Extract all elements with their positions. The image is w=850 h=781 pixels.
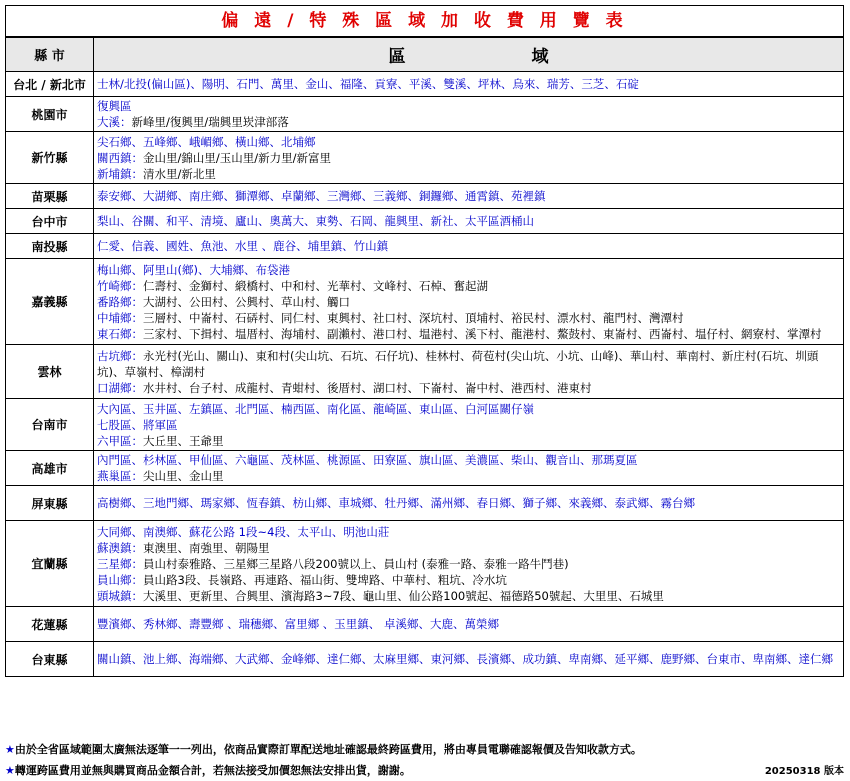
footer-note-text: 轉運跨區費用並無與購買商品金額合計，若無法接受加價恕無法安排出貨，謝謝。	[14, 764, 411, 777]
region-line	[97, 380, 840, 396]
region-label: 中埔鄉：	[97, 310, 143, 325]
region-text: 大湖村、公田村、公興村、草山村、觸口	[143, 294, 350, 309]
row-city: 花蓮縣	[6, 607, 94, 642]
region-line	[97, 524, 840, 540]
region-label: 新埔鎮：	[97, 166, 143, 181]
region-line	[97, 452, 840, 468]
table-row	[6, 642, 844, 677]
table-body	[6, 72, 844, 677]
table-row	[6, 451, 844, 486]
page	[5, 5, 844, 677]
region-text: 關山鎮、池上鄉、海端鄉、大武鄉、金峰鄉、達仁鄉、太麻里鄉、東河鄉、長濱鄉、成功鎮、卑南鄉、延平鄉、鹿野鄉、台東市、卑南鄉、達仁鄉	[97, 652, 833, 666]
region-line	[97, 417, 840, 433]
region-text: 清水里/新北里	[143, 166, 216, 181]
footer-note-text: 由於全省區域範圍太廣無法逐筆一一列出，依商品實際訂單配送地址確認最終跨區費用，將由專員電聯確認報價及告知收款方式。	[14, 743, 642, 756]
region-line	[97, 348, 840, 380]
region-line	[97, 76, 840, 92]
region-text: 尖山里、金山里	[143, 469, 224, 483]
region-label: 古坑鄉：	[97, 348, 143, 363]
header-city: 縣 市	[6, 38, 94, 72]
row-regions	[94, 451, 844, 486]
region-line	[97, 540, 840, 556]
row-city: 台南市	[6, 399, 94, 451]
region-text: 內門區、杉林區、甲仙區、六龜區、茂林區、桃源區、田寮區、旗山區、美濃區、柴山、觀音山、那瑪夏區	[97, 453, 638, 467]
region-text: 金山里/錦山里/玉山里/新力里/新富里	[143, 150, 331, 165]
region-text: 永光村(光山、關山)、東和村(尖山坑、石坑、石仔坑)、桂林村、荷苞村(尖山坑、小坑、山峰)、華山村、華南村、新庄村(石坑、圳頭坑)、草嶺村、樟湖村	[97, 348, 819, 379]
table-row	[6, 97, 844, 132]
surcharge-table	[5, 37, 844, 677]
region-text: 梅山鄉、阿里山(鄉)、大埔鄉、布袋港	[97, 262, 290, 277]
page-title: 偏 遠 / 特 殊 區 域 加 收 費 用 覽 表	[5, 5, 844, 37]
region-text: 泰安鄉、大湖鄉、南庄鄉、獅潭鄉、卓蘭鄉、三灣鄉、三義鄉、銅鑼鄉、通霄鎮、苑裡鎮	[97, 189, 546, 203]
row-city: 雲林	[6, 345, 94, 399]
region-line	[97, 114, 840, 130]
row-city: 台東縣	[6, 642, 94, 677]
row-city: 新竹縣	[6, 132, 94, 184]
region-line	[97, 572, 840, 588]
region-line	[97, 433, 840, 449]
region-line	[97, 294, 840, 310]
region-label: 東石鄉：	[97, 326, 143, 341]
row-city: 桃園市	[6, 97, 94, 132]
table-row	[6, 345, 844, 399]
region-label: 番路鄉：	[97, 294, 143, 309]
region-text: 三家村、下揖村、塭厝村、海埔村、副瀨村、港口村、塭港村、溪下村、龍港村、鰲鼓村、東崙村、西崙村、塭仔村、網寮村、掌潭村	[143, 326, 822, 341]
row-regions	[94, 642, 844, 677]
region-label: 員山鄉：	[97, 572, 143, 587]
header-region: 區 域	[94, 38, 844, 72]
region-label: 大溪：	[97, 115, 132, 129]
row-regions	[94, 132, 844, 184]
region-line	[97, 326, 840, 342]
row-regions	[94, 521, 844, 607]
region-label: 頭城鎮：	[97, 588, 143, 603]
region-line	[97, 278, 840, 294]
row-regions	[94, 209, 844, 234]
row-regions	[94, 345, 844, 399]
region-label: 口湖鄉：	[97, 380, 143, 395]
region-line	[97, 556, 840, 572]
table-row	[6, 209, 844, 234]
region-label: 六甲區：	[97, 433, 143, 448]
region-text: 七股區、將軍區	[97, 417, 178, 432]
region-line	[97, 651, 840, 667]
row-regions	[94, 184, 844, 209]
region-text: 仁愛、信義、國姓、魚池、水里 、鹿谷、埔里鎮、竹山鎮	[97, 239, 389, 253]
region-text: 水井村、台子村、成龍村、青蚶村、後厝村、湖口村、下崙村、崙中村、港西村、港東村	[143, 380, 592, 395]
table-row	[6, 259, 844, 345]
row-regions	[94, 72, 844, 97]
row-regions	[94, 607, 844, 642]
row-regions	[94, 399, 844, 451]
region-line	[97, 401, 840, 417]
row-city: 南投縣	[6, 234, 94, 259]
row-city: 嘉義縣	[6, 259, 94, 345]
region-label: 蘇澳鎮：	[97, 540, 143, 555]
region-label: 三星鄉：	[97, 556, 143, 571]
region-label: 燕巢區：	[97, 469, 143, 483]
star-icon: ★	[5, 743, 15, 756]
region-line	[97, 166, 840, 182]
row-city: 苗栗縣	[6, 184, 94, 209]
region-text: 東澳里、南強里、朝陽里	[143, 540, 270, 555]
table-row	[6, 132, 844, 184]
region-text: 尖石鄉、五峰鄉、峨嵋鄉、橫山鄉、北埔鄉	[97, 134, 316, 149]
region-text: 復興區	[97, 99, 132, 113]
row-city: 高雄市	[6, 451, 94, 486]
region-text: 梨山、谷關、和平、清境、廬山、奧萬大、東勢、石岡、龍興里、新社、太平區酒桶山	[97, 214, 534, 228]
region-text: 大內區、玉井區、左鎮區、北門區、楠西區、南化區、龍崎區、東山區、白河區關仔嶺	[97, 401, 534, 416]
row-regions	[94, 234, 844, 259]
footer-note-2	[5, 762, 844, 778]
region-line	[97, 262, 840, 278]
row-city: 台中市	[6, 209, 94, 234]
region-line	[97, 188, 840, 204]
region-line	[97, 213, 840, 229]
region-text: 士林/北投(偏山區)、陽明、石門、萬里、金山、福隆、貢寮、平溪、雙溪、坪林、烏來、瑞芳、三芝、石碇	[97, 77, 639, 91]
region-text: 大同鄉、南澳鄉、蘇花公路 1段~4段、太平山、明池山莊	[97, 524, 390, 539]
table-row	[6, 234, 844, 259]
region-text: 大丘里、王爺里	[143, 433, 224, 448]
region-text: 仁壽村、金獅村、緞橋村、中和村、光華村、文峰村、石棹、奮起湖	[143, 278, 488, 293]
row-city: 屏東縣	[6, 486, 94, 521]
table-row	[6, 72, 844, 97]
region-line	[97, 616, 840, 632]
region-line	[97, 495, 840, 511]
row-regions	[94, 97, 844, 132]
region-text: 員山村泰雅路、三星鄉三星路八段200號以上、員山村 (泰雅一路、泰雅一路牛鬥巷)	[143, 556, 569, 571]
region-text: 三層村、中崙村、石硦村、同仁村、東興村、社口村、深坑村、頂埔村、裕民村、漂水村、龍門村、灣潭村	[143, 310, 684, 325]
region-text: 新峰里/復興里/瑞興里崁津部落	[131, 115, 289, 129]
row-regions	[94, 259, 844, 345]
version-label: 20250318 版本	[764, 766, 844, 777]
row-city: 台北 / 新北市	[6, 72, 94, 97]
region-text: 豐濱鄉、秀林鄉、壽豐鄉 、瑞穗鄉、富里鄉 、玉里鎮、 卓溪鄉、大鹿、萬榮鄉	[97, 617, 499, 631]
region-label: 關西鎮：	[97, 150, 143, 165]
table-row	[6, 607, 844, 642]
row-city: 宜蘭縣	[6, 521, 94, 607]
region-line	[97, 98, 840, 114]
footer-note-1	[5, 741, 844, 757]
region-line	[97, 468, 840, 484]
table-row	[6, 184, 844, 209]
table-row	[6, 399, 844, 451]
region-line	[97, 150, 840, 166]
region-line	[97, 588, 840, 604]
region-text: 大溪里、更新里、合興里、濱海路3~7段、龜山里、仙公路100號起、福德路50號起、大里里、石城里	[143, 588, 664, 603]
region-text: 高樹鄉、三地門鄉、瑪家鄉、恆春鎮、枋山鄉、車城鄉、牡丹鄉、滿州鄉、春日鄉、獅子鄉、來義鄉、泰武鄉、霧台鄉	[97, 496, 695, 510]
row-regions	[94, 486, 844, 521]
region-text: 員山路3段、長嶺路、再連路、福山街、雙埤路、中華村、粗坑、冷水坑	[143, 572, 507, 587]
region-line	[97, 238, 840, 254]
table-header	[6, 38, 844, 72]
star-icon: ★	[5, 764, 15, 777]
table-row	[6, 486, 844, 521]
region-label: 竹崎鄉：	[97, 278, 143, 293]
region-line	[97, 134, 840, 150]
table-row	[6, 521, 844, 607]
region-line	[97, 310, 840, 326]
